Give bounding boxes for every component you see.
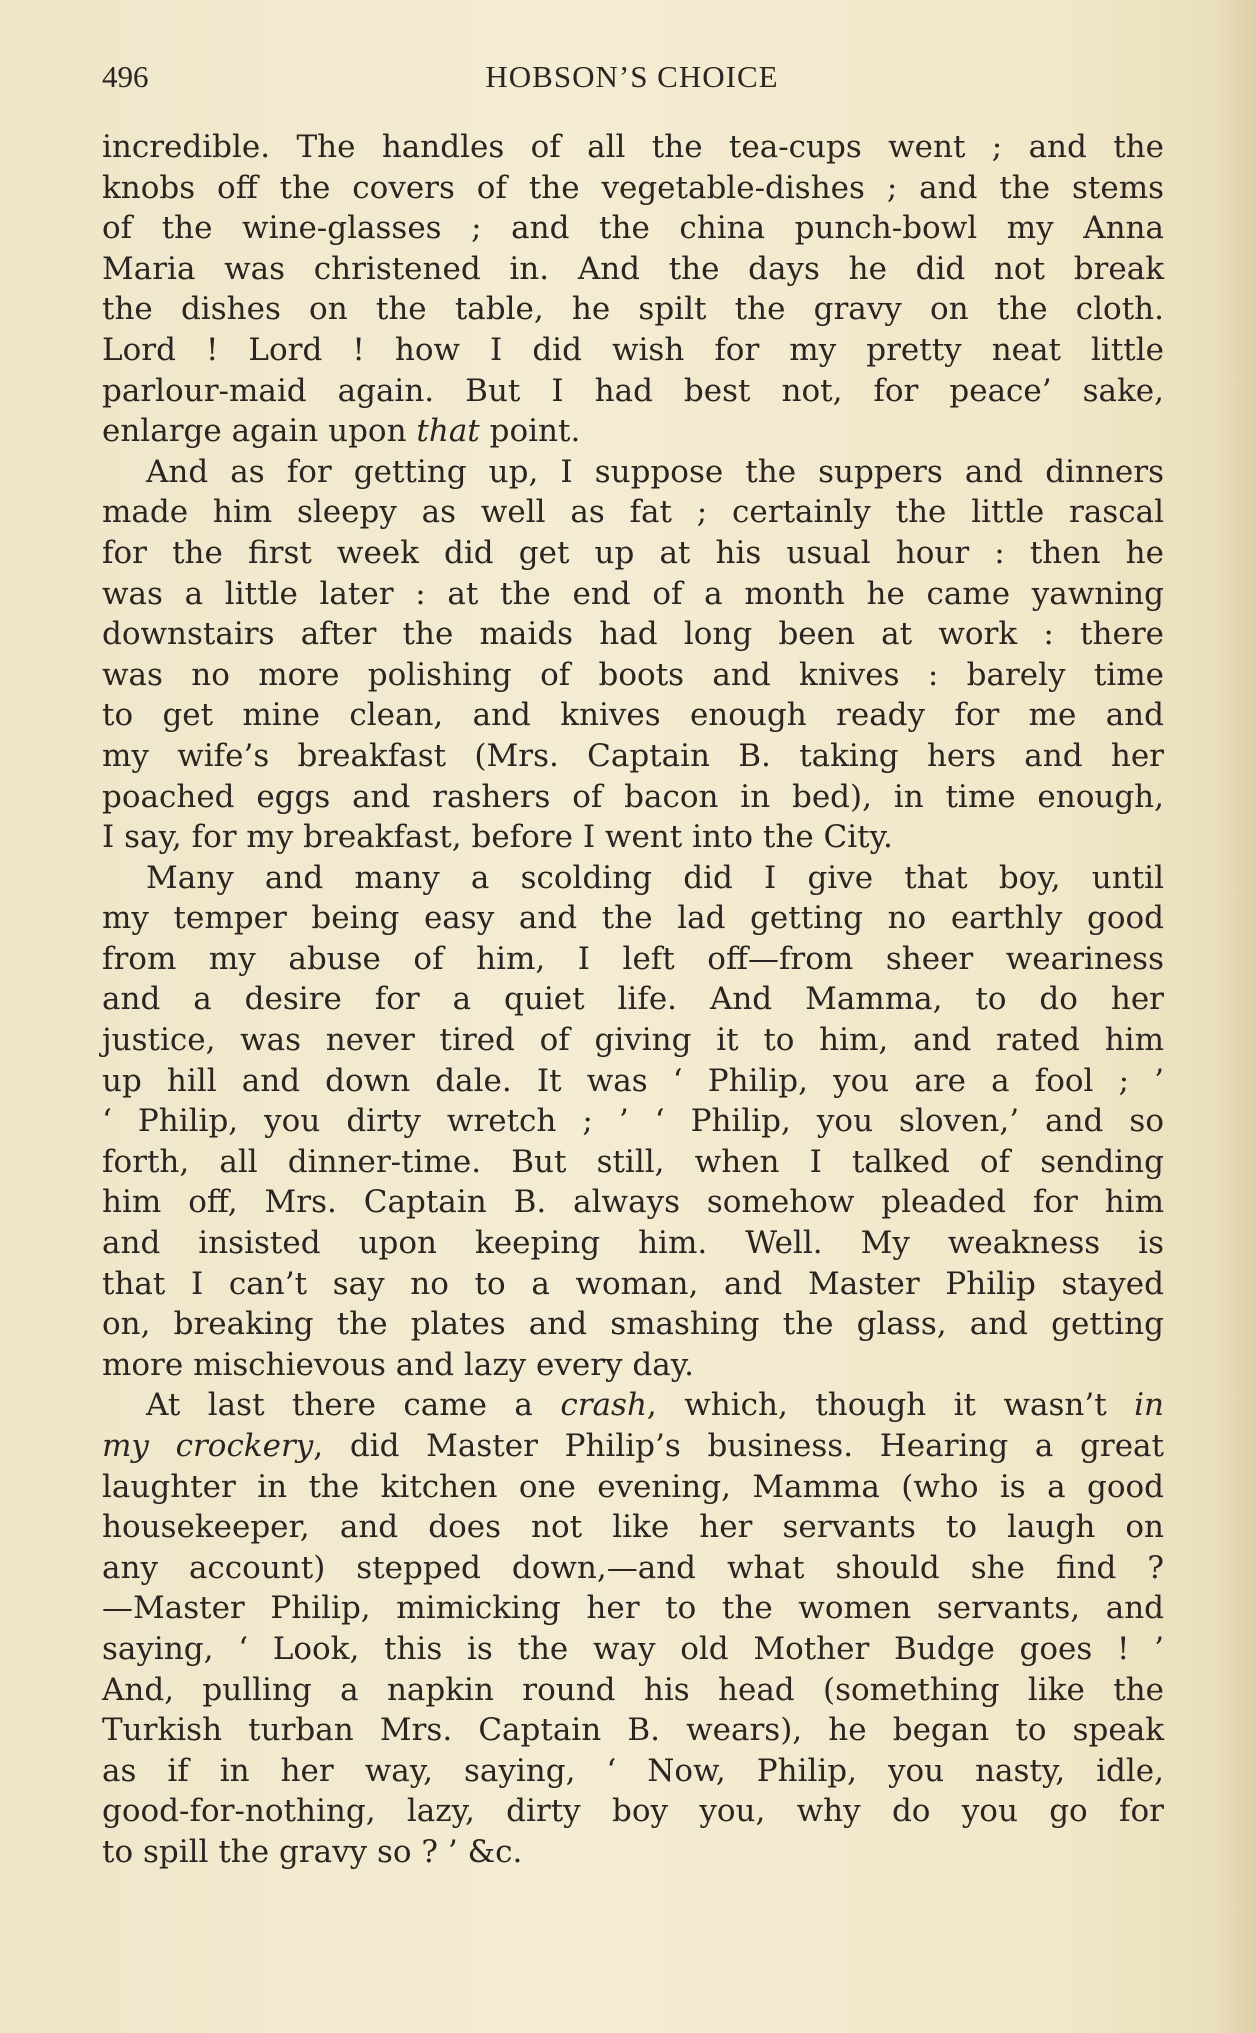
text-line [102, 1426, 1164, 1467]
text-run: good-for-nothing, lazy, dirty boy you, why do you go for [102, 1793, 1164, 1830]
text-line [102, 1020, 1164, 1061]
text-line [102, 208, 1164, 249]
text-line [102, 1467, 1164, 1508]
text-run: Turkish turban Mrs. Captain B. wears), he began to speak [102, 1712, 1164, 1749]
text-line [102, 127, 1164, 168]
text-run: that I can’t say no to a woman, and Master Philip stayed [102, 1265, 1164, 1302]
text-line [102, 1345, 1164, 1386]
text-line [102, 249, 1164, 290]
paragraph [102, 1385, 1164, 1872]
italic-text: my crockery [102, 1428, 314, 1464]
text-line [102, 533, 1164, 574]
body-text [102, 127, 1164, 1873]
text-line [102, 574, 1164, 615]
text-run: , did Master Philip’s business. Hearing a great [313, 1428, 1164, 1464]
text-line [102, 1507, 1164, 1548]
text-run: was no more polishing of boots and knives : barely time [102, 656, 1164, 693]
text-line [102, 979, 1164, 1020]
text-line [102, 1223, 1164, 1264]
text-run: incredible. The handles of all the tea-cups went ; and the [102, 129, 1164, 165]
italic-text: in [1134, 1387, 1164, 1424]
text-line [102, 736, 1164, 777]
text-run: to get mine clean, and knives enough ready for me and [102, 697, 1164, 734]
text-run: him off, Mrs. Captain B. always somehow pleaded for him [102, 1184, 1164, 1221]
text-run: justice, was never tired of giving it to him, and rated him [102, 1022, 1164, 1059]
paragraph [102, 452, 1164, 858]
text-line [102, 817, 1164, 858]
paragraph [102, 127, 1164, 452]
italic-text: crash [560, 1387, 647, 1424]
text-line [102, 939, 1164, 980]
text-line [102, 1385, 1164, 1426]
text-run: as if in her way, saying, ‘ Now, Philip, you nasty, idle, [102, 1752, 1164, 1789]
text-line [102, 411, 1164, 452]
text-line [102, 1061, 1164, 1102]
text-line [102, 858, 1164, 899]
text-run: of the wine-glasses ; and the china punch-bowl my Anna [102, 210, 1164, 247]
text-line [102, 614, 1164, 655]
text-run: for the first week did get up at his usual hour : then he [102, 534, 1164, 571]
text-run: from my abuse of him, I left off—from sheer weariness [102, 940, 1164, 977]
text-run: and a desire for a quiet life. And Mamma, to do her [102, 981, 1164, 1018]
text-line [102, 1101, 1164, 1142]
running-title: HOBSON’S CHOICE [485, 59, 779, 94]
text-line [102, 168, 1164, 209]
text-line [102, 695, 1164, 736]
text-line [102, 1791, 1164, 1832]
text-run: ‘ Philip, you dirty wretch ; ’ ‘ Philip, you sloven,’ and so [102, 1103, 1164, 1140]
text-line [102, 1182, 1164, 1223]
text-run: poached eggs and rashers of bacon in bed), in time enough, [102, 778, 1164, 815]
text-line [102, 1710, 1164, 1751]
text-line [102, 1629, 1164, 1670]
text-line [102, 1832, 1164, 1873]
text-line [102, 452, 1164, 493]
text-run: Many and many a scolding did I give that boy, until [146, 859, 1164, 896]
text-run: housekeeper, and does not like her servants to laugh on [102, 1509, 1164, 1546]
text-run: I say, for my breakfast, before I went into the City. [102, 819, 893, 856]
text-line [102, 655, 1164, 696]
text-line [102, 1142, 1164, 1183]
text-run: Lord ! Lord ! how I did wish for my pretty neat little [102, 331, 1164, 368]
text-run: my wife’s breakfast (Mrs. Captain B. taking hers and her [102, 737, 1164, 774]
text-line [102, 1670, 1164, 1711]
text-line [102, 492, 1164, 533]
text-run: point. [479, 413, 581, 450]
text-run: At last there came a [146, 1387, 561, 1424]
text-line [102, 1588, 1164, 1629]
text-line [102, 1751, 1164, 1792]
text-run: the dishes on the table, he spilt the gravy on the cloth. [102, 291, 1164, 328]
text-run: forth, all dinner-time. But still, when I talked of sending [102, 1143, 1164, 1180]
text-run: knobs off the covers of the vegetable-dishes ; and the stems [102, 169, 1164, 206]
text-line [102, 1304, 1164, 1345]
text-line [102, 371, 1164, 412]
text-run: enlarge again upon [102, 413, 417, 450]
text-run: was a little later : at the end of a month he came yawning [102, 575, 1164, 612]
text-run: , which, though it wasn’t [646, 1387, 1135, 1424]
text-line [102, 289, 1164, 330]
text-run: on, breaking the plates and smashing the glass, and getting [102, 1306, 1164, 1343]
text-run: And as for getting up, I suppose the suppers and dinners [146, 453, 1164, 490]
text-run: more mischievous and lazy every day. [102, 1346, 694, 1383]
italic-text: that [416, 413, 480, 450]
text-run: parlour-maid again. But I had best not, for peace’ sake, [102, 372, 1164, 409]
text-line [102, 898, 1164, 939]
text-line [102, 1548, 1164, 1589]
text-run: to spill the gravy so ? ’ &c. [102, 1833, 523, 1870]
text-run: Maria was christened in. And the days he did not break [102, 250, 1164, 287]
page-edge-shadow [1216, 0, 1256, 2033]
text-run: any account) stepped down,—and what should she find ? [102, 1549, 1164, 1586]
text-run: downstairs after the maids had long been at work : there [102, 616, 1164, 653]
page-number: 496 [102, 59, 149, 94]
text-run: my temper being easy and the lad getting no earthly good [102, 900, 1164, 937]
text-line [102, 777, 1164, 818]
page-header [102, 52, 1162, 102]
text-line [102, 330, 1164, 371]
text-run: —Master Philip, mimicking her to the women servants, and [102, 1590, 1164, 1627]
text-run: and insisted upon keeping him. Well. My weakness is [102, 1225, 1164, 1262]
paragraph [102, 858, 1164, 1386]
text-run: saying, ‘ Look, this is the way old Mother Budge goes ! ’ [102, 1630, 1164, 1667]
text-run: up hill and down dale. It was ‘ Philip, you are a fool ; ’ [102, 1062, 1164, 1099]
text-run: And, pulling a napkin round his head (something like the [102, 1671, 1164, 1708]
text-run: made him sleepy as well as fat ; certainly the little rascal [102, 494, 1164, 531]
text-line [102, 1264, 1164, 1305]
text-run: laughter in the kitchen one evening, Mamma (who is a good [102, 1468, 1164, 1505]
